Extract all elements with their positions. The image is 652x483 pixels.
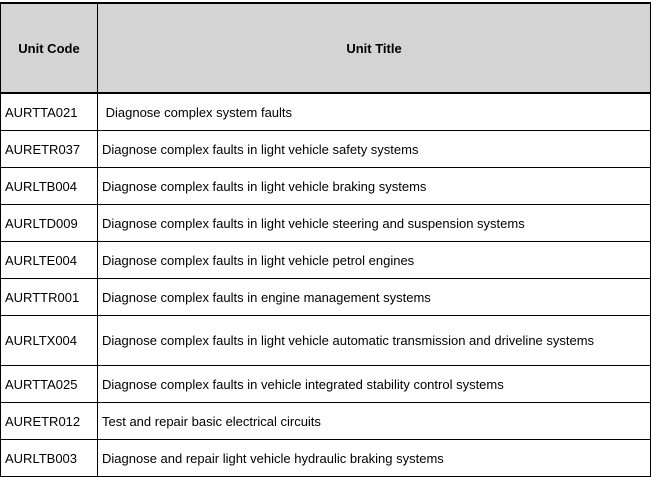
unit-code-cell: AURETR012 bbox=[1, 403, 98, 440]
table-row bbox=[1, 279, 651, 316]
table-row bbox=[1, 131, 651, 168]
unit-code-cell: AURLTD009 bbox=[1, 205, 98, 242]
unit-code-cell: AURETR037 bbox=[1, 131, 98, 168]
unit-title-cell: Test and repair basic electrical circuits bbox=[98, 403, 651, 440]
table-row bbox=[1, 366, 651, 403]
header-row bbox=[1, 3, 651, 93]
unit-code-cell: AURTTA021 bbox=[1, 93, 98, 131]
unit-title-cell: Diagnose complex faults in light vehicle petrol engines bbox=[98, 242, 651, 279]
table-row bbox=[1, 168, 651, 205]
table-row bbox=[1, 440, 651, 477]
unit-title-cell: Diagnose complex faults in light vehicle automatic transmission and driveline systems bbox=[98, 316, 651, 366]
units-table bbox=[0, 2, 651, 477]
table-row bbox=[1, 316, 651, 366]
unit-code-cell: AURLTE004 bbox=[1, 242, 98, 279]
header-unit-code: Unit Code bbox=[1, 3, 98, 93]
table-row bbox=[1, 242, 651, 279]
unit-code-cell: AURLTX004 bbox=[1, 316, 98, 366]
table-row bbox=[1, 403, 651, 440]
unit-title-cell: Diagnose complex faults in light vehicle braking systems bbox=[98, 168, 651, 205]
unit-code-cell: AURTTA025 bbox=[1, 366, 98, 403]
unit-title-cell: Diagnose complex faults in engine management systems bbox=[98, 279, 651, 316]
unit-title-cell: Diagnose complex system faults bbox=[98, 93, 651, 131]
unit-title-cell: Diagnose and repair light vehicle hydraulic braking systems bbox=[98, 440, 651, 477]
unit-title-cell: Diagnose complex faults in light vehicle safety systems bbox=[98, 131, 651, 168]
unit-code-cell: AURTTR001 bbox=[1, 279, 98, 316]
unit-code-cell: AURLTB004 bbox=[1, 168, 98, 205]
header-unit-title: Unit Title bbox=[98, 3, 651, 93]
unit-title-cell: Diagnose complex faults in vehicle integrated stability control systems bbox=[98, 366, 651, 403]
unit-title-cell: Diagnose complex faults in light vehicle steering and suspension systems bbox=[98, 205, 651, 242]
table-row bbox=[1, 205, 651, 242]
table-row bbox=[1, 93, 651, 131]
unit-code-cell: AURLTB003 bbox=[1, 440, 98, 477]
